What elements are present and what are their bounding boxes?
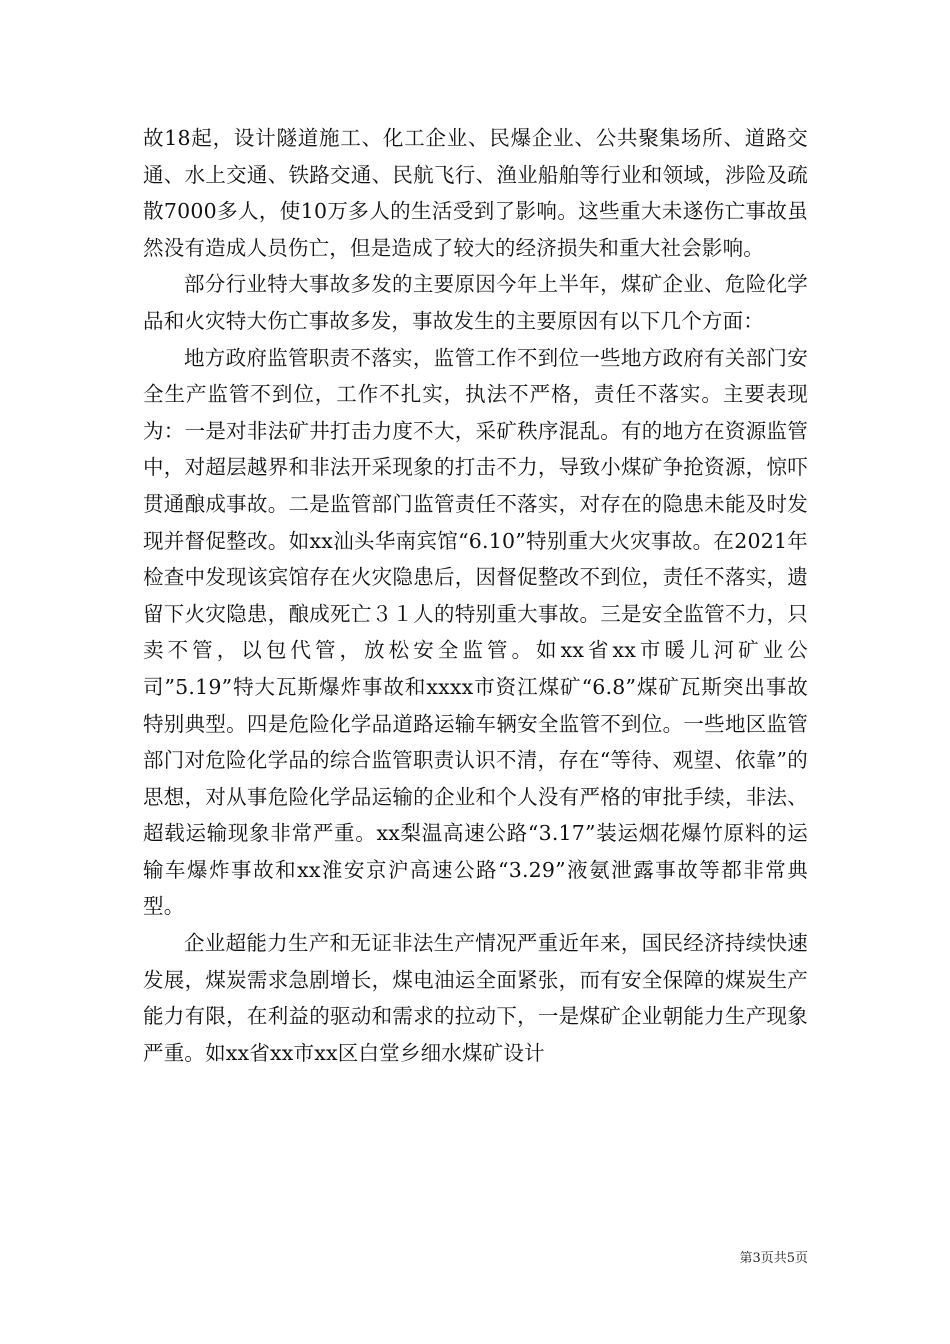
page-number-footer: 第3页共5页 xyxy=(739,1251,808,1266)
paragraph-overcapacity-production: 企业超能力生产和无证非法生产情况严重近年来，国民经济持续快速发展，煤炭需求急剧增长，煤电油运全面紧张，而有安全保障的煤炭生产能力有限，在利益的驱动和需求的拉动下，一是煤矿企业朝能力生产现象严重。如xx省xx市xx区白堂乡细水煤矿设计 xyxy=(143,931,808,1065)
paragraph-main-causes: 部分行业特大事故多发的主要原因今年上半年，煤矿企业、危险化学品和火灾特大伤亡事故多发，事故发生的主要原因有以下几个方面： xyxy=(143,272,808,333)
document-body xyxy=(143,120,808,1071)
paragraph-continuation: 故18起，设计隧道施工、化工企业、民爆企业、公共聚集场所、道路交通、水上交通、铁路交通、民航飞行、渔业船舶等行业和领域，涉险及疏散7000多人，使10万多人的生活受到了影响。这些重大未遂伤亡事故虽然没有造成人员伤亡，但是造成了较大的经济损失和重大社会影响。 xyxy=(143,126,808,260)
paragraph-government-supervision: 地方政府监管职责不落实，监管工作不到位一些地方政府有关部门安全生产监管不到位，工作不扎实，执法不严格，责任不落实。主要表现为：一是对非法矿井打击力度不大，采矿秩序混乱。有的地方在资源监管中，对超层越界和非法开采现象的打击不力，导致小煤矿争抢资源，惊吓贯通酿成事故。二是监管部门监管责任不落实，对存在的隐患未能及时发现并督促整改。如xx汕头华南宾馆“6.10”特别重大火灾事故。在2021年检查中发现该宾馆存在火灾隐患后，因督促整改不到位，责任不落实，遗留下火灾隐患，酿成死亡３１人的特别重大事故。三是安全监管不力，只卖不管，以包代管，放松安全监管。如xx省xx市暖儿河矿业公司”5.19”特大瓦斯爆炸事故和xxxx市资江煤矿“6.8”煤矿瓦斯突出事故特别典型。四是危险化学品道路运输车辆安全监管不到位。一些地区监管部门对危险化学品的综合监管职责认识不清，存在“等待、观望、依靠”的思想，对从事危险化学品运输的企业和个人没有严格的审批手续，非法、超载运输现象非常严重。xx梨温高速公路“3.17”装运烟花爆竹原料的运输车爆炸事故和xx淮安京沪高速公路“3.29”液氨泄露事故等都非常典型。 xyxy=(143,345,808,919)
